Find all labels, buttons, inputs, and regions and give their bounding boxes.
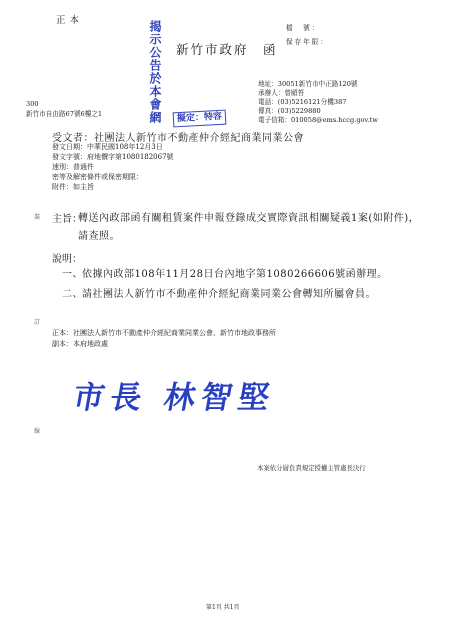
sender-address: 地址：30051新竹市中正路120號 — [258, 80, 358, 88]
recipient: 受文者：社團法人新竹市不動產仲介經紀商業同業公會 — [52, 133, 304, 144]
recipient-zip: 300 — [26, 100, 39, 108]
copy-label: 正本 — [56, 15, 84, 26]
doc-number: 發文字號：府地價字第1080182067號 — [52, 153, 174, 161]
issue-date: 發文日期：中華民國108年12月3日 — [52, 143, 163, 151]
item-number: 二、 — [62, 289, 83, 300]
secrecy: 密等及解密條件或保密期限： — [52, 173, 143, 181]
margin-mark-line: 線 — [34, 428, 41, 435]
distribution-copy: 副本：本府地政處 — [52, 340, 108, 348]
page-counter: 第1頁 共1頁 — [206, 604, 240, 611]
item-text: 請社團法人新竹市不動產仲介經紀商業同業公會轉知所屬會員。 — [82, 289, 376, 300]
draft-stamp: 擬定：特容 — [173, 110, 227, 128]
authorization-note: 本案依分層負責規定授權主管處長決行 — [257, 464, 366, 472]
agency-title: 新竹市政府 函 — [176, 42, 278, 57]
sender-fax: 傳真：(03)5229880 — [258, 107, 321, 115]
item-number: 一、 — [62, 269, 83, 280]
subject-label: 主旨： — [52, 214, 82, 225]
distribution-original: 正本：社團法人新竹市不動產仲介經紀商業同業公會、新竹市地政事務所 — [52, 329, 276, 337]
file-no-label: 檔 號： — [286, 24, 321, 32]
sender-phone: 電話：(03)5216121分機387 — [258, 98, 347, 106]
item-text: 依據內政部108年11月28日台內地字第1080266606號函辦理。 — [82, 269, 388, 280]
retention-label: 保存年限： — [286, 38, 329, 46]
margin-mark-bind: 訂 — [34, 319, 41, 326]
subject-text: 轉送內政部函有關租賃案件申報登錄成交實際資訊相關疑義1案(如附件)，請查照。 — [78, 213, 420, 242]
description-label: 說明： — [52, 254, 82, 265]
contact-person: 承辦人：曾頤苔 — [258, 89, 305, 97]
speed: 速別：普通件 — [52, 163, 94, 171]
mayor-signature-stamp: 市長 林智堅 — [70, 380, 279, 416]
announcement-stamp: 揭示公告於本會網 — [148, 20, 162, 124]
sender-email: 電子信箱：010058@ems.hccg.gov.tw — [258, 116, 378, 124]
margin-mark-seal: 裝 — [34, 214, 41, 221]
attachment: 附件：如主旨 — [52, 183, 94, 191]
recipient-address: 新竹市自由路67號6樓之1 — [26, 110, 103, 118]
